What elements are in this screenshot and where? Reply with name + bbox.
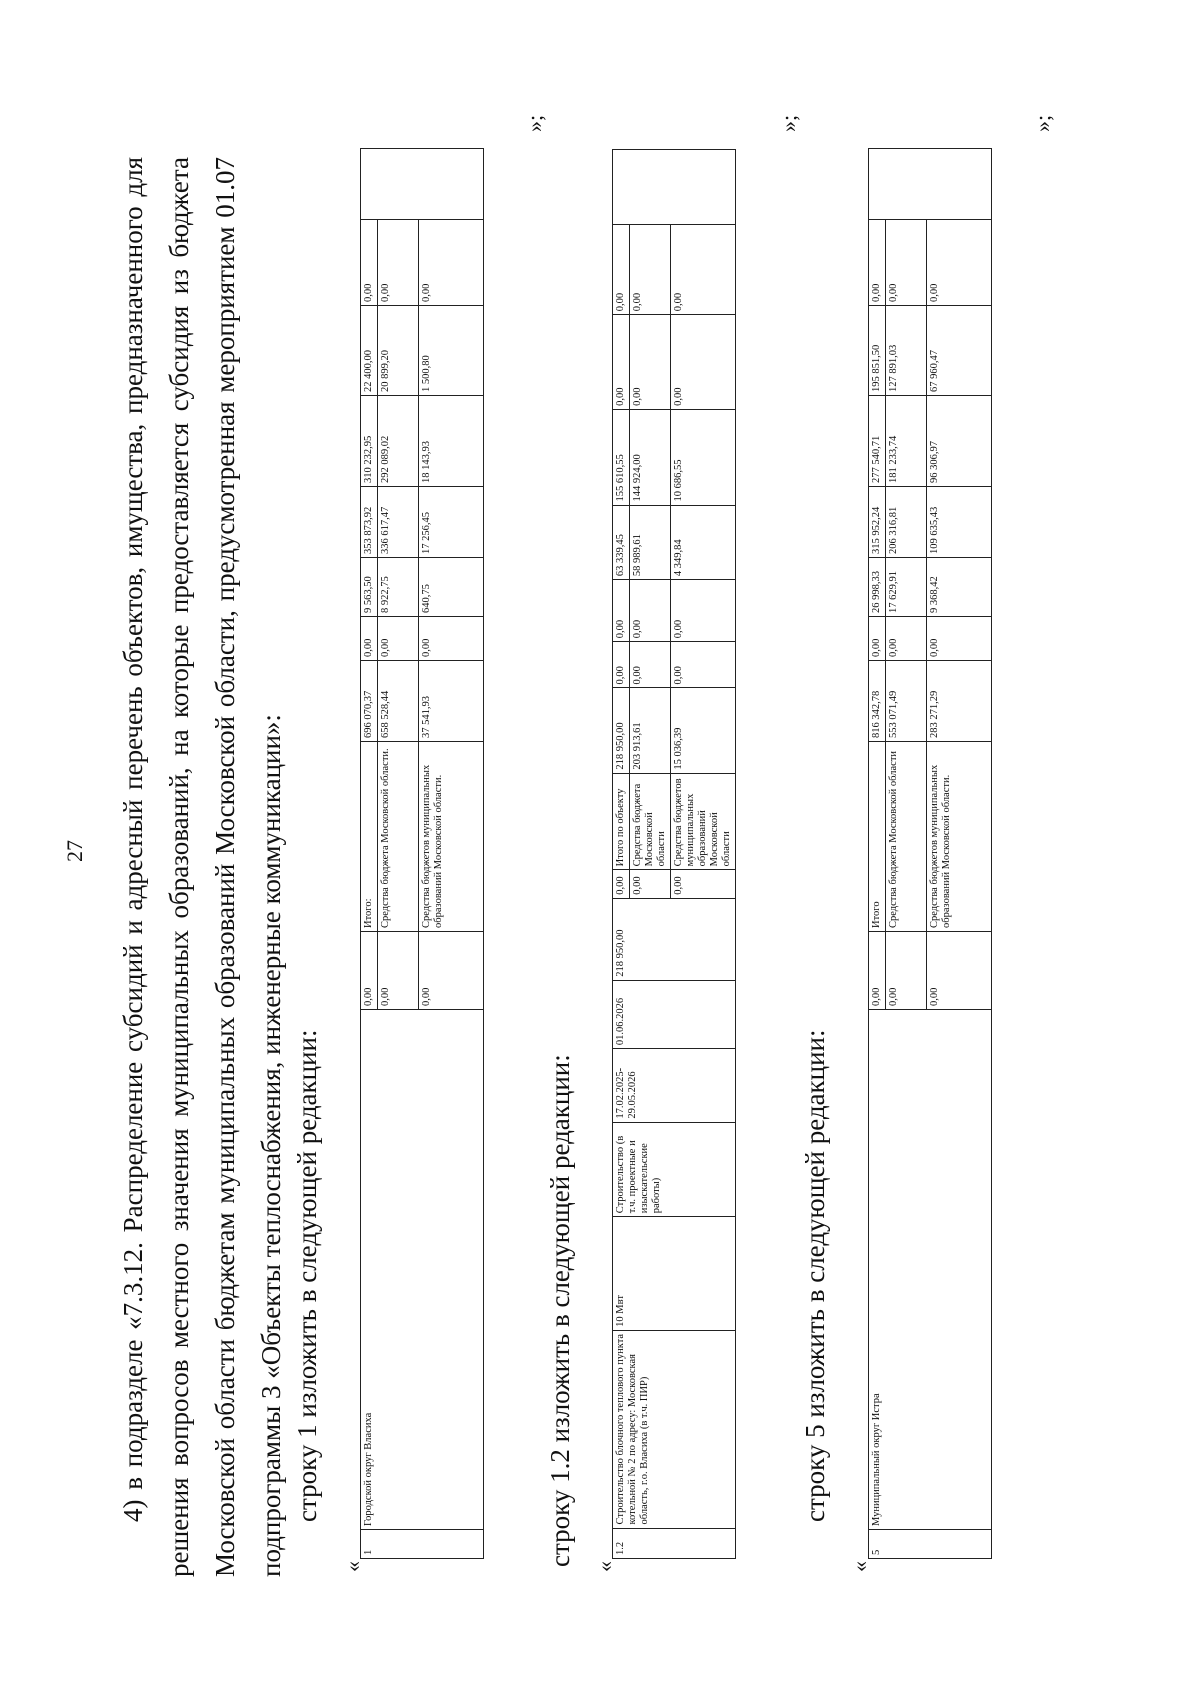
cell: 0,00 [869,932,886,1010]
table-row-1-2 [612,149,736,1559]
cell: 18 143,93 [419,396,484,487]
cell: 0,00 [630,224,671,314]
funding-source: Средства бюджетов муниципальных образований Московской области. [419,742,484,932]
cell: 127 891,03 [886,306,927,396]
municipality-name: Городской округ Власиха [361,1010,484,1530]
row-number: 1 [361,1530,484,1559]
funding-source: Средства бюджета Московской области [886,742,927,932]
cell: 336 617,47 [378,487,419,558]
cell: 0,00 [613,642,630,688]
instruction-row-1-2: строку 1.2 изложить в следующей редакции: [545,1054,575,1567]
cell: 15 036,39 [671,688,736,773]
cell: 0,00 [378,932,419,1010]
cell: 640,75 [419,558,484,617]
cell: 0,00 [869,617,886,661]
cell: 17 629,91 [886,558,927,617]
work-dates: 17.02.2025-29.05.2026 [613,1049,736,1123]
cell: 277 540,71 [869,396,886,487]
cell: 0,00 [419,220,484,306]
cell: 0,00 [361,220,378,306]
cell: 181 233,74 [886,396,927,487]
table-row-1 [360,148,484,1559]
funding-source: Средства бюджета Московской области. [378,742,419,932]
cell: 218 950,00 [613,688,630,773]
municipality-name: Муниципальный округ Истра [869,1010,992,1530]
cell: 0,00 [671,580,736,642]
cell: 0,00 [419,617,484,661]
cell: 0,00 [886,617,927,661]
instruction-row-5: строку 5 изложить в следующей редакции: [800,1029,830,1522]
row-number: 5 [869,1530,992,1559]
cell: 0,00 [927,932,992,1010]
empty-cell [361,149,484,220]
instruction-row-1: строку 1 изложить в следующей редакции: [292,1029,322,1522]
cell: 203 913,61 [630,688,671,773]
cell: 0,00 [361,617,378,661]
cell: 0,00 [613,870,630,898]
table-row-5 [868,148,992,1559]
cell: 26 998,33 [869,558,886,617]
cell: 96 306,97 [927,396,992,487]
funding-source: Итого: [361,742,378,932]
cell: 20 899,20 [378,306,419,396]
cell: 0,00 [630,870,671,898]
cell: 0,00 [378,220,419,306]
cell: 0,00 [886,220,927,306]
cell: 9 368,42 [927,558,992,617]
cell: 283 271,29 [927,661,992,742]
cell: 109 635,43 [927,487,992,558]
cell: 0,00 [613,315,630,410]
funding-source: Средства бюджетов муниципальных образований Московской области [671,773,736,870]
cell: 310 232,95 [361,396,378,487]
cell: 0,00 [671,224,736,314]
object-capacity: 10 Мвт [613,1217,736,1331]
funding-source: Средства бюджетов муниципальных образований Московской области. [927,742,992,932]
cell: 553 071,49 [886,661,927,742]
cell: 353 873,92 [361,487,378,558]
empty-cell [869,149,992,220]
cell: 0,00 [361,932,378,1010]
work-type: Строительство (в т.ч. проектные и изыскательские работы) [613,1122,736,1217]
page-number: 27 [62,840,87,862]
cell: 0,00 [419,932,484,1010]
cell: 0,00 [630,315,671,410]
cell: 67 960,47 [927,306,992,396]
cell: 8 922,75 [378,558,419,617]
cell: 0,00 [927,617,992,661]
amendment-paragraph: 4) в подразделе «7.3.12. Распределение субсидий и адресный перечень объектов, имущества, предназначенного для решения вопросов местного значения муниципальных образований, на которые предоставляется субсидия из бюджета Московской области бюджетам муниципальных образований Московской области, предусмотренная мероприятием 01.07 подпрограммы 3 «Объекты теплоснабжения, инженерные коммуникации»: [118,157,286,1577]
cell: 0,00 [613,224,630,314]
commission-date: 01.06.2026 [613,980,736,1048]
cell: 4 349,84 [671,505,736,580]
open-quote: « [340,1561,365,1572]
cell: 195 851,50 [869,306,886,396]
close-quote: »; [776,114,801,132]
cell: 315 952,24 [869,487,886,558]
cell: 292 089,02 [378,396,419,487]
cell: 0,00 [378,617,419,661]
cell: 0,00 [671,870,736,898]
cell: 0,00 [613,580,630,642]
cell: 9 563,50 [361,558,378,617]
cell: 0,00 [927,220,992,306]
close-quote: »; [522,114,547,132]
cell: 37 541,93 [419,661,484,742]
funding-source: Итого [869,742,886,932]
cell: 206 316,81 [886,487,927,558]
cell: 155 610,55 [613,409,630,505]
cell: 17 256,45 [419,487,484,558]
object-name: Строительство блочного теплового пункта котельной № 2 по адресу: Московская область, г.о. Власиха (в т.ч. ПИР) [613,1330,736,1528]
cell: 1 500,80 [419,306,484,396]
funding-source: Средства бюджета Московской области [630,773,671,870]
cell: 22 400,00 [361,306,378,396]
empty-cell [613,150,736,225]
row-number: 1.2 [613,1528,736,1558]
cell: 0,00 [869,220,886,306]
open-quote: « [592,1561,617,1572]
cell: 0,00 [671,315,736,410]
cell: 63 339,45 [613,505,630,580]
open-quote: « [847,1561,872,1572]
cell: 144 924,00 [630,409,671,505]
cell: 10 686,55 [671,409,736,505]
funding-source: Итого по объекту [613,773,630,870]
cell: 58 989,61 [630,505,671,580]
cell: 0,00 [630,642,671,688]
cell: 696 070,37 [361,661,378,742]
object-cost: 218 950,00 [613,898,736,980]
cell: 658 528,44 [378,661,419,742]
cell: 0,00 [886,932,927,1010]
cell: 0,00 [671,642,736,688]
cell: 816 342,78 [869,661,886,742]
close-quote: »; [1030,114,1055,132]
cell: 0,00 [630,580,671,642]
